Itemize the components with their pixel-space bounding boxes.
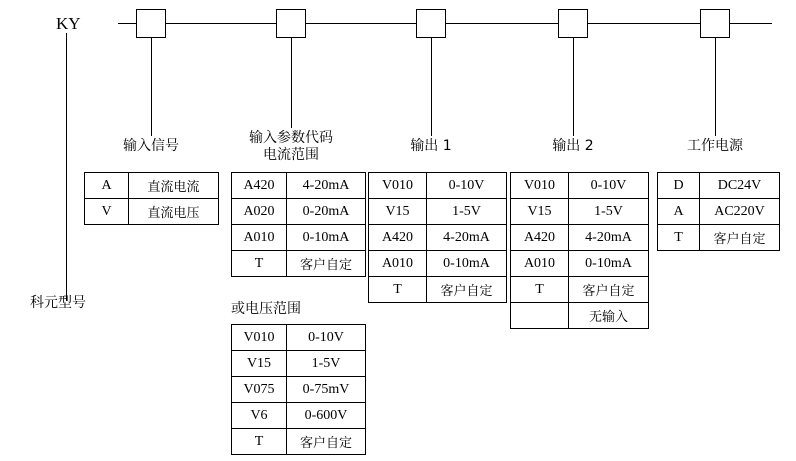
- cell-value: 0-10V: [569, 173, 649, 199]
- table-row: [369, 277, 507, 303]
- cell-code: V075: [232, 377, 287, 403]
- connector-line-segment: [588, 23, 700, 24]
- connector-line-segment: [166, 23, 276, 24]
- cell-code: A420: [511, 225, 569, 251]
- group-title-line2: 电流范围: [263, 147, 319, 163]
- cell-value: 1-5V: [427, 199, 507, 225]
- table-row: [658, 199, 780, 225]
- table-row: [511, 251, 649, 277]
- cell-value: 4-20mA: [427, 225, 507, 251]
- table-row: [511, 277, 649, 303]
- cell-code: V010: [369, 173, 427, 199]
- drop-line-power-supply: [715, 38, 716, 136]
- cell-value: 4-20mA: [287, 173, 366, 199]
- cell-value: 0-20mA: [287, 199, 366, 225]
- cell-value: 0-10mA: [427, 251, 507, 277]
- group-title-line1: 输出 1: [410, 138, 452, 154]
- table-row: [511, 303, 649, 329]
- cell-value: 0-600V: [287, 403, 366, 429]
- cell-value: 客户自定: [287, 429, 366, 455]
- model-leader-line: [66, 33, 67, 301]
- group-title-input-parameter: [235, 130, 347, 164]
- table-row: [232, 251, 366, 277]
- cell-code: V010: [232, 325, 287, 351]
- cell-code: V15: [511, 199, 569, 225]
- drop-line-input-parameter: [291, 38, 292, 128]
- table-output-1: [368, 172, 507, 303]
- cell-value: 客户自定: [569, 277, 649, 303]
- table-row: [511, 225, 649, 251]
- cell-value: 1-5V: [569, 199, 649, 225]
- model-prefix-label: KY: [56, 14, 81, 33]
- cell-value: 1-5V: [287, 351, 366, 377]
- cell-code: A020: [232, 199, 287, 225]
- cell-code: A420: [369, 225, 427, 251]
- group-title-input-signal: [111, 138, 191, 155]
- cell-code: T: [511, 277, 569, 303]
- code-box-output-2: [558, 9, 588, 38]
- model-caption: 科元型号: [30, 295, 86, 311]
- code-box-power-supply: [700, 9, 730, 38]
- code-box-output-1: [416, 9, 446, 38]
- cell-value: AC220V: [700, 199, 780, 225]
- group-title-output-2: [533, 138, 613, 155]
- cell-value: 直流电压: [129, 199, 219, 225]
- connector-line-segment: [446, 23, 558, 24]
- connector-line-segment: [118, 23, 136, 24]
- group-title-power-supply: [675, 138, 755, 155]
- drop-line-output-2: [573, 38, 574, 136]
- cell-value: 0-10mA: [569, 251, 649, 277]
- connector-line-segment: [730, 23, 772, 24]
- table-row: [85, 199, 219, 225]
- code-box-input-signal: [136, 9, 166, 38]
- table-row: [232, 403, 366, 429]
- cell-code: T: [232, 429, 287, 455]
- table-row: [369, 199, 507, 225]
- table-row: [369, 251, 507, 277]
- group-title-line1: 输出 2: [552, 138, 594, 154]
- group-title-line1: 工作电源: [687, 138, 743, 154]
- cell-value: 客户自定: [287, 251, 366, 277]
- table-voltage-range: [231, 324, 366, 455]
- cell-value: 0-10V: [287, 325, 366, 351]
- table-row: [232, 325, 366, 351]
- cell-code: A: [85, 173, 129, 199]
- cell-value: 0-10mA: [287, 225, 366, 251]
- group-title-line1: 输入信号: [123, 138, 179, 154]
- drop-line-input-signal: [151, 38, 152, 136]
- cell-code: A010: [369, 251, 427, 277]
- code-box-input-parameter: [276, 9, 306, 38]
- table-row: [85, 173, 219, 199]
- cell-code: T: [658, 225, 700, 251]
- table-row: [511, 173, 649, 199]
- cell-value: 客户自定: [427, 277, 507, 303]
- voltage-range-caption: 或电压范围: [231, 301, 301, 317]
- table-row: [658, 225, 780, 251]
- cell-code: V010: [511, 173, 569, 199]
- cell-value: 4-20mA: [569, 225, 649, 251]
- cell-code: D: [658, 173, 700, 199]
- cell-value: 客户自定: [700, 225, 780, 251]
- table-row: [232, 429, 366, 455]
- table-row: [232, 173, 366, 199]
- table-row: [369, 225, 507, 251]
- table-row: [232, 351, 366, 377]
- drop-line-output-1: [431, 38, 432, 136]
- table-row: [369, 173, 507, 199]
- table-output-2: [510, 172, 649, 329]
- cell-code: A010: [232, 225, 287, 251]
- group-title-output-1: [391, 138, 471, 155]
- cell-code: [511, 303, 569, 329]
- table-input-signal: [84, 172, 219, 225]
- group-title-line1: 输入参数代码: [249, 130, 333, 146]
- cell-code: A420: [232, 173, 287, 199]
- connector-line-segment: [306, 23, 416, 24]
- cell-code: V6: [232, 403, 287, 429]
- cell-code: A010: [511, 251, 569, 277]
- table-row: [232, 377, 366, 403]
- table-row: [658, 173, 780, 199]
- table-row: [232, 225, 366, 251]
- table-power-supply: [657, 172, 780, 251]
- table-input-parameter: [231, 172, 366, 277]
- cell-code: V15: [369, 199, 427, 225]
- cell-value: 无输入: [569, 303, 649, 329]
- cell-value: 直流电流: [129, 173, 219, 199]
- table-row: [511, 199, 649, 225]
- cell-value: DC24V: [700, 173, 780, 199]
- cell-code: A: [658, 199, 700, 225]
- cell-value: 0-10V: [427, 173, 507, 199]
- cell-code: T: [232, 251, 287, 277]
- cell-code: V15: [232, 351, 287, 377]
- cell-value: 0-75mV: [287, 377, 366, 403]
- cell-code: T: [369, 277, 427, 303]
- cell-code: V: [85, 199, 129, 225]
- table-row: [232, 199, 366, 225]
